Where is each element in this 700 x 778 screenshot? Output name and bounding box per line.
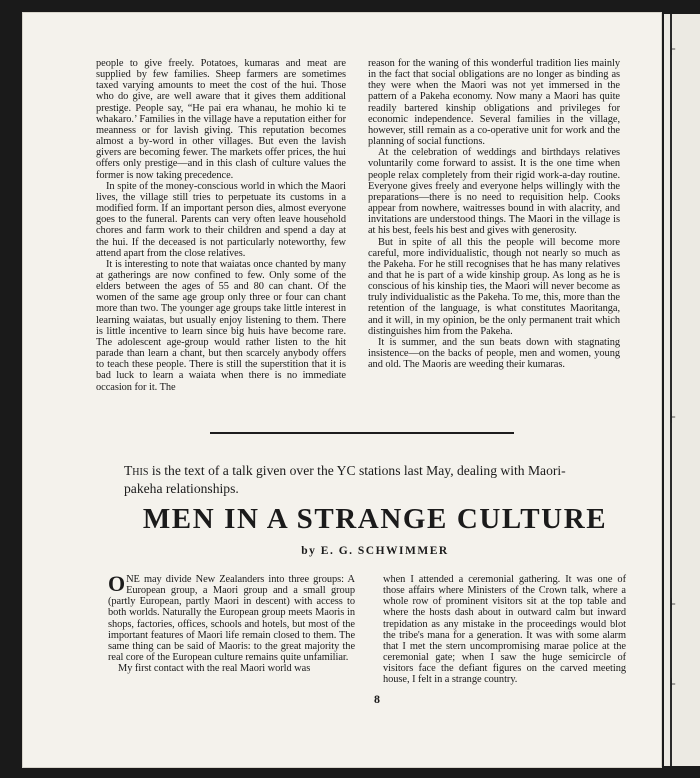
section-divider: [210, 432, 514, 434]
paragraph-text: NE may divide New Zealanders into three groups: A European group, a Maori group and a small group (partly European, partly Maori in descent) with access to both worlds. Naturally the European group meets Maoris in shops, factories, offices, schools and hotels, but most of the important features of Maori life remain closed to them. The same thing can be said of Maoris: to the great majority the real core of the European culture remains quite unfamiliar.: [108, 574, 355, 664]
paragraph: It is summer, and the sun beats down with stagnating insistence—on the backs of people, men and women, young and old. The Maoris are weeding their kumaras.: [368, 336, 620, 371]
paragraph: In spite of the money-conscious world in which the Maori lives, the village still tries to perpetuate its customs in a modified form. If an important person dies, almost everyone goes to the funeral. Parents can very often leave household chores and farm work to their children and spend a day at the hui. If the deceased is not particularly noteworthy, few attend apart from the close relatives.: [96, 180, 346, 259]
paragraph: At the celebration of weddings and birthdays relatives voluntarily come forward to assist. It is the one time when people relax completely from their rigid work-a-day routine. Everyone gives freely and everyone helps willingly with the preparations—there is no need to requisition help. Cooks appear from nowhere, waitresses bound in with alacrity, and invitations are understood things. The Maori in the village is at his best, feels his best and gives with generosity.: [368, 147, 620, 237]
paragraph: when I attended a ceremonial gathering. It was one of those affairs where Ministers of the Crown talk, where a whole row of prominent visitors sit at the top table and where the hosts dash about in outward calm but inward trepidation as any mistake in the proceedings would blot the tribe's mana for a generation. It was with some alarm that I met the stern uncompromising marae police at the ceremonial gate; when I saw the huge semicircle of visitors face the defiant figures on the carved meeting house, I felt in a strange country.: [383, 574, 626, 686]
paragraph: reason for the waning of this wonderful tradition lies mainly in the fact that social obligations are no longer as binding as they were when the Maori was not yet immersed in the pattern of a Pakeha economy. Now many a Maori has quite readily bartered kinship obligations and privileges for economic independence. Several families in the village, however, still remain as a co-operative unit for work and the planning of social functions.: [368, 58, 620, 148]
paragraph: [108, 571, 355, 664]
page-number: 8: [374, 692, 380, 706]
article-byline: by E. G. SCHWIMMER: [301, 545, 449, 557]
page-fold-line: [670, 14, 672, 766]
top-left-column: [96, 58, 346, 393]
fold-mark: ├: [668, 44, 676, 55]
intro-lead-word: This: [124, 463, 149, 478]
fold-mark: ├: [668, 679, 676, 690]
fold-mark: ├: [668, 599, 676, 610]
article-title: MEN IN A STRANGE CULTURE: [142, 503, 608, 535]
article-right-column: [383, 574, 626, 686]
paragraph: It is interesting to note that waiatas once chanted by many at gatherings are now confined to few. Only some of the elders between the ages of 55 and 80 can chant. Of the women of the same age group only three or four can chant more than two. The younger age groups take little interest in learning waiatas, but usually enjoy listening to them. There is little incentive to learn since big huis have become rare. The adolescent age-group would rather listen to the hit parade than learn a chant, but then scarcely anybody offers to teach these people. There is still the superstition that it is bad luck to learn a waiata when there is no immediate occasion for it. The: [96, 258, 346, 393]
top-right-column: [368, 58, 620, 370]
paragraph: people to give freely. Potatoes, kumaras and meat are supplied by few families. Sheep farmers are sometimes taxed varying amounts to meet the cost of the hui. Those who do give, are well aware that it gives them additional prestige. People say, “He pai era whanau, he mohio ki te whakaro.’ Families in the village have a reputation either for meanness or for lavish giving. This reputation becomes almost a by-word in other villages. But even the lavish givers are becoming fewer. The markets offer prices, the hui offers only prestige—and in this clash of culture values the former is now taking precedence.: [96, 58, 346, 181]
fold-mark: ├: [668, 412, 676, 423]
next-page-edge: [664, 14, 700, 766]
article-left-column: [108, 571, 355, 675]
paragraph: But in spite of all this the people will become more careful, more individualistic, though not nearly so much as the Pakeha. For he still recognises that he has many relatives and that he is part of a wide kinship group. As long as he is conscious of his kinship ties, the Maori will never become as truly individualistic as the Pakeha. To me, this, more than the retention of the language, is what constitutes Maoritanga, and it will, in my opinion, be the only permanent trait which distinguishes him from the Pakeha.: [368, 236, 620, 337]
drop-cap: O: [108, 571, 126, 596]
paragraph: My first contact with the real Maori world was: [118, 663, 311, 675]
article-intro: [124, 462, 574, 498]
intro-text: is the text of a talk given over the YC stations last May, dealing with Maori-pakeha relationships.: [124, 463, 566, 496]
